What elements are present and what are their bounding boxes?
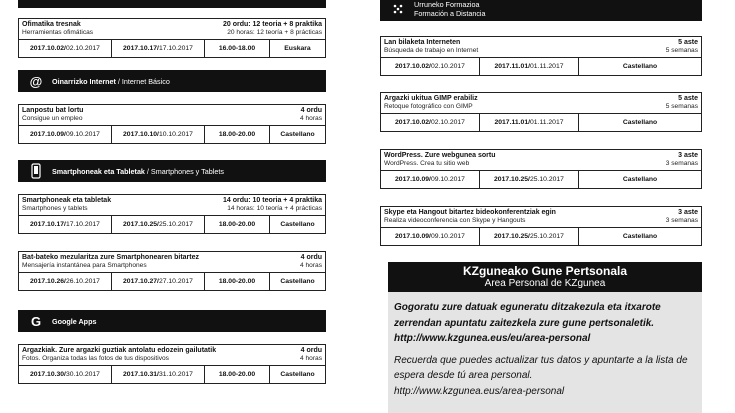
start-date: 2017.10.09/ 09.10.2017 (395, 233, 465, 240)
course-hours: 20 ordu: 12 teoria + 8 praktika (222, 21, 322, 28)
section-bar-smartphones (18, 160, 326, 182)
section-bar-internet (18, 70, 326, 92)
course-card-ofimatika (18, 18, 326, 58)
course-title: Argazki ukitua GIMP erabiliz (384, 95, 478, 102)
course-duration-es: 5 semanas (665, 103, 698, 110)
start-date: 2017.10.17/ 17.10.2017 (30, 221, 100, 228)
language: Castellano (269, 366, 325, 383)
start-date: 2017.10.09/ 09.10.2017 (30, 131, 100, 138)
course-subtitle: Retoque fotográfico con GIMP (384, 103, 473, 110)
language: Castellano (578, 228, 701, 245)
section-bar-distance (380, 0, 702, 21)
course-hours-es: 4 horas (300, 115, 322, 122)
section-bar-google-apps (18, 310, 326, 332)
course-subtitle: Búsqueda de trabajo en Internet (384, 47, 479, 54)
start-date: 2017.10.02/ 02.10.2017 (395, 63, 465, 70)
course-duration: 3 aste (678, 209, 698, 216)
course-title: Argazkiak. Zure argazki guztiak antolatu edozein gailutatik (22, 347, 217, 354)
course-subtitle: Mensajería instantánea para Smartphones (22, 262, 147, 269)
course-hours-es: 14 horas: 10 teoría + 4 prácticas (227, 205, 322, 212)
end-date: 2017.10.31/ 31.10.2017 (111, 366, 204, 383)
course-subtitle: WordPress. Crea tu sitio web (384, 160, 470, 167)
section-bar-top (18, 0, 326, 8)
course-subtitle: Consigue un empleo (22, 115, 83, 122)
course-hours: 4 ordu (300, 347, 322, 354)
course-card-lan-bilaketa (380, 36, 702, 76)
course-hours: 14 ordu: 10 teoria + 4 praktika (222, 197, 322, 204)
course-subtitle: Herramientas ofimáticas (22, 29, 94, 36)
course-subtitle: Smartphones y tablets (22, 205, 88, 212)
time: 18.00-20.00 (204, 216, 269, 233)
course-card-gimp (380, 92, 702, 132)
start-date: 2017.10.30/ 30.10.2017 (30, 371, 100, 378)
section-title: Google Apps (52, 316, 97, 326)
end-date: 2017.11.01/ 01.11.2017 (479, 58, 578, 75)
section-title: Oinarrizko Internet / Internet Básico (52, 76, 170, 86)
smartphone-icon (26, 161, 46, 181)
course-duration-es: 3 semanas (665, 217, 698, 224)
end-date: 2017.11.01/ 01.11.2017 (479, 114, 578, 131)
course-card-mezularitza (18, 251, 326, 291)
course-title: Lanpostu bat lortu (22, 107, 84, 114)
course-title: Bat-bateko mezularitza zure Smartphonearen bitartez (22, 254, 199, 261)
time: 16.00-18.00 (204, 40, 269, 57)
course-hours-es: 4 horas (300, 355, 322, 362)
course-card-smartphoneak (18, 194, 326, 234)
course-hours-es: 20 horas: 12 teoría + 8 prácticas (227, 29, 322, 36)
end-date: 2017.10.10/ 10.10.2017 (111, 126, 204, 143)
start-date: 2017.10.09/ 09.10.2017 (395, 176, 465, 183)
course-hours: 4 ordu (300, 254, 322, 261)
course-title: Smartphoneak eta tabletak (22, 197, 112, 204)
course-subtitle: Realiza videoconferencia con Skype y Hangouts (384, 217, 526, 224)
kzgunea-link-eu[interactable]: http://www.kzgunea.eus/eu/area-personal (394, 333, 591, 344)
kzgunea-subtitle: Area Personal de KZgunea (484, 278, 606, 289)
kzgunea-personal-area-box (388, 262, 702, 413)
course-hours-es: 4 horas (300, 262, 322, 269)
course-hours: 4 ordu (300, 107, 322, 114)
kzgunea-title: KZguneako Gune Pertsonala (462, 264, 628, 278)
course-title: WordPress. Zure webgunea sortu (384, 152, 496, 159)
language: Castellano (578, 58, 701, 75)
end-date: 2017.10.25/ 25.10.2017 (479, 228, 578, 245)
language: Castellano (269, 216, 325, 233)
course-title: Skype eta Hangout bitartez bideokonferentziak egin (384, 209, 556, 216)
end-date: 2017.10.25/ 25.10.2017 (479, 171, 578, 188)
course-duration: 5 aste (678, 39, 698, 46)
time: 18.00-20.00 (204, 126, 269, 143)
kzgunea-text-eu: Gogoratu zure datuak eguneratu ditzakezula eta itxarote zerrendan apuntatu zaitezkela zure gune pertsonaletik. http://www.kzgunea.eus/eu/area-personal (394, 302, 661, 344)
start-date: 2017.10.26/ 26.10.2017 (30, 278, 100, 285)
language: Euskara (269, 40, 325, 57)
course-card-skype (380, 206, 702, 246)
course-title: Ofimatika tresnak (22, 21, 81, 28)
language: Castellano (578, 171, 701, 188)
course-card-argazkiak (18, 344, 326, 384)
start-date: 2017.10.02/ 02.10.2017 (30, 45, 100, 52)
course-title: Lan bilaketa Interneten (384, 39, 461, 46)
course-card-wordpress (380, 149, 702, 189)
language: Castellano (269, 126, 325, 143)
course-subtitle: Fotos. Organiza todas las fotos de tus dispositivos (22, 355, 169, 362)
distance-learning-icon (388, 0, 408, 19)
google-icon: G (30, 313, 42, 329)
kzgunea-header (388, 262, 702, 292)
section-title: Smartphoneak eta Tabletak / Smartphones y Tablets (52, 166, 224, 176)
at-icon: @ (29, 73, 43, 89)
end-date: 2017.10.27/ 27.10.2017 (111, 273, 204, 290)
course-card-lanpostu (18, 104, 326, 144)
time: 18.00-20.00 (204, 366, 269, 383)
language: Castellano (269, 273, 325, 290)
section-title: Urruneko Formazioa Formación a Distancia (414, 0, 486, 18)
end-date: 2017.10.17/ 17.10.2017 (111, 40, 204, 57)
start-date: 2017.10.02/ 02.10.2017 (395, 119, 465, 126)
kzgunea-link-es[interactable]: http://www.kzgunea.eus/area-personal (394, 385, 565, 397)
course-duration: 5 aste (678, 95, 698, 102)
time: 18.00-20.00 (204, 273, 269, 290)
kzgunea-text-es: Recuerda que puedes actualizar tus datos y apuntarte a la lista de espera desde tú area personal. http://www.kzgunea.eus/area-personal (394, 354, 688, 397)
course-duration-es: 3 semanas (665, 160, 698, 167)
course-duration-es: 5 semanas (665, 47, 698, 54)
end-date: 2017.10.25/ 25.10.2017 (111, 216, 204, 233)
course-duration: 3 aste (678, 152, 698, 159)
language: Castellano (578, 114, 701, 131)
